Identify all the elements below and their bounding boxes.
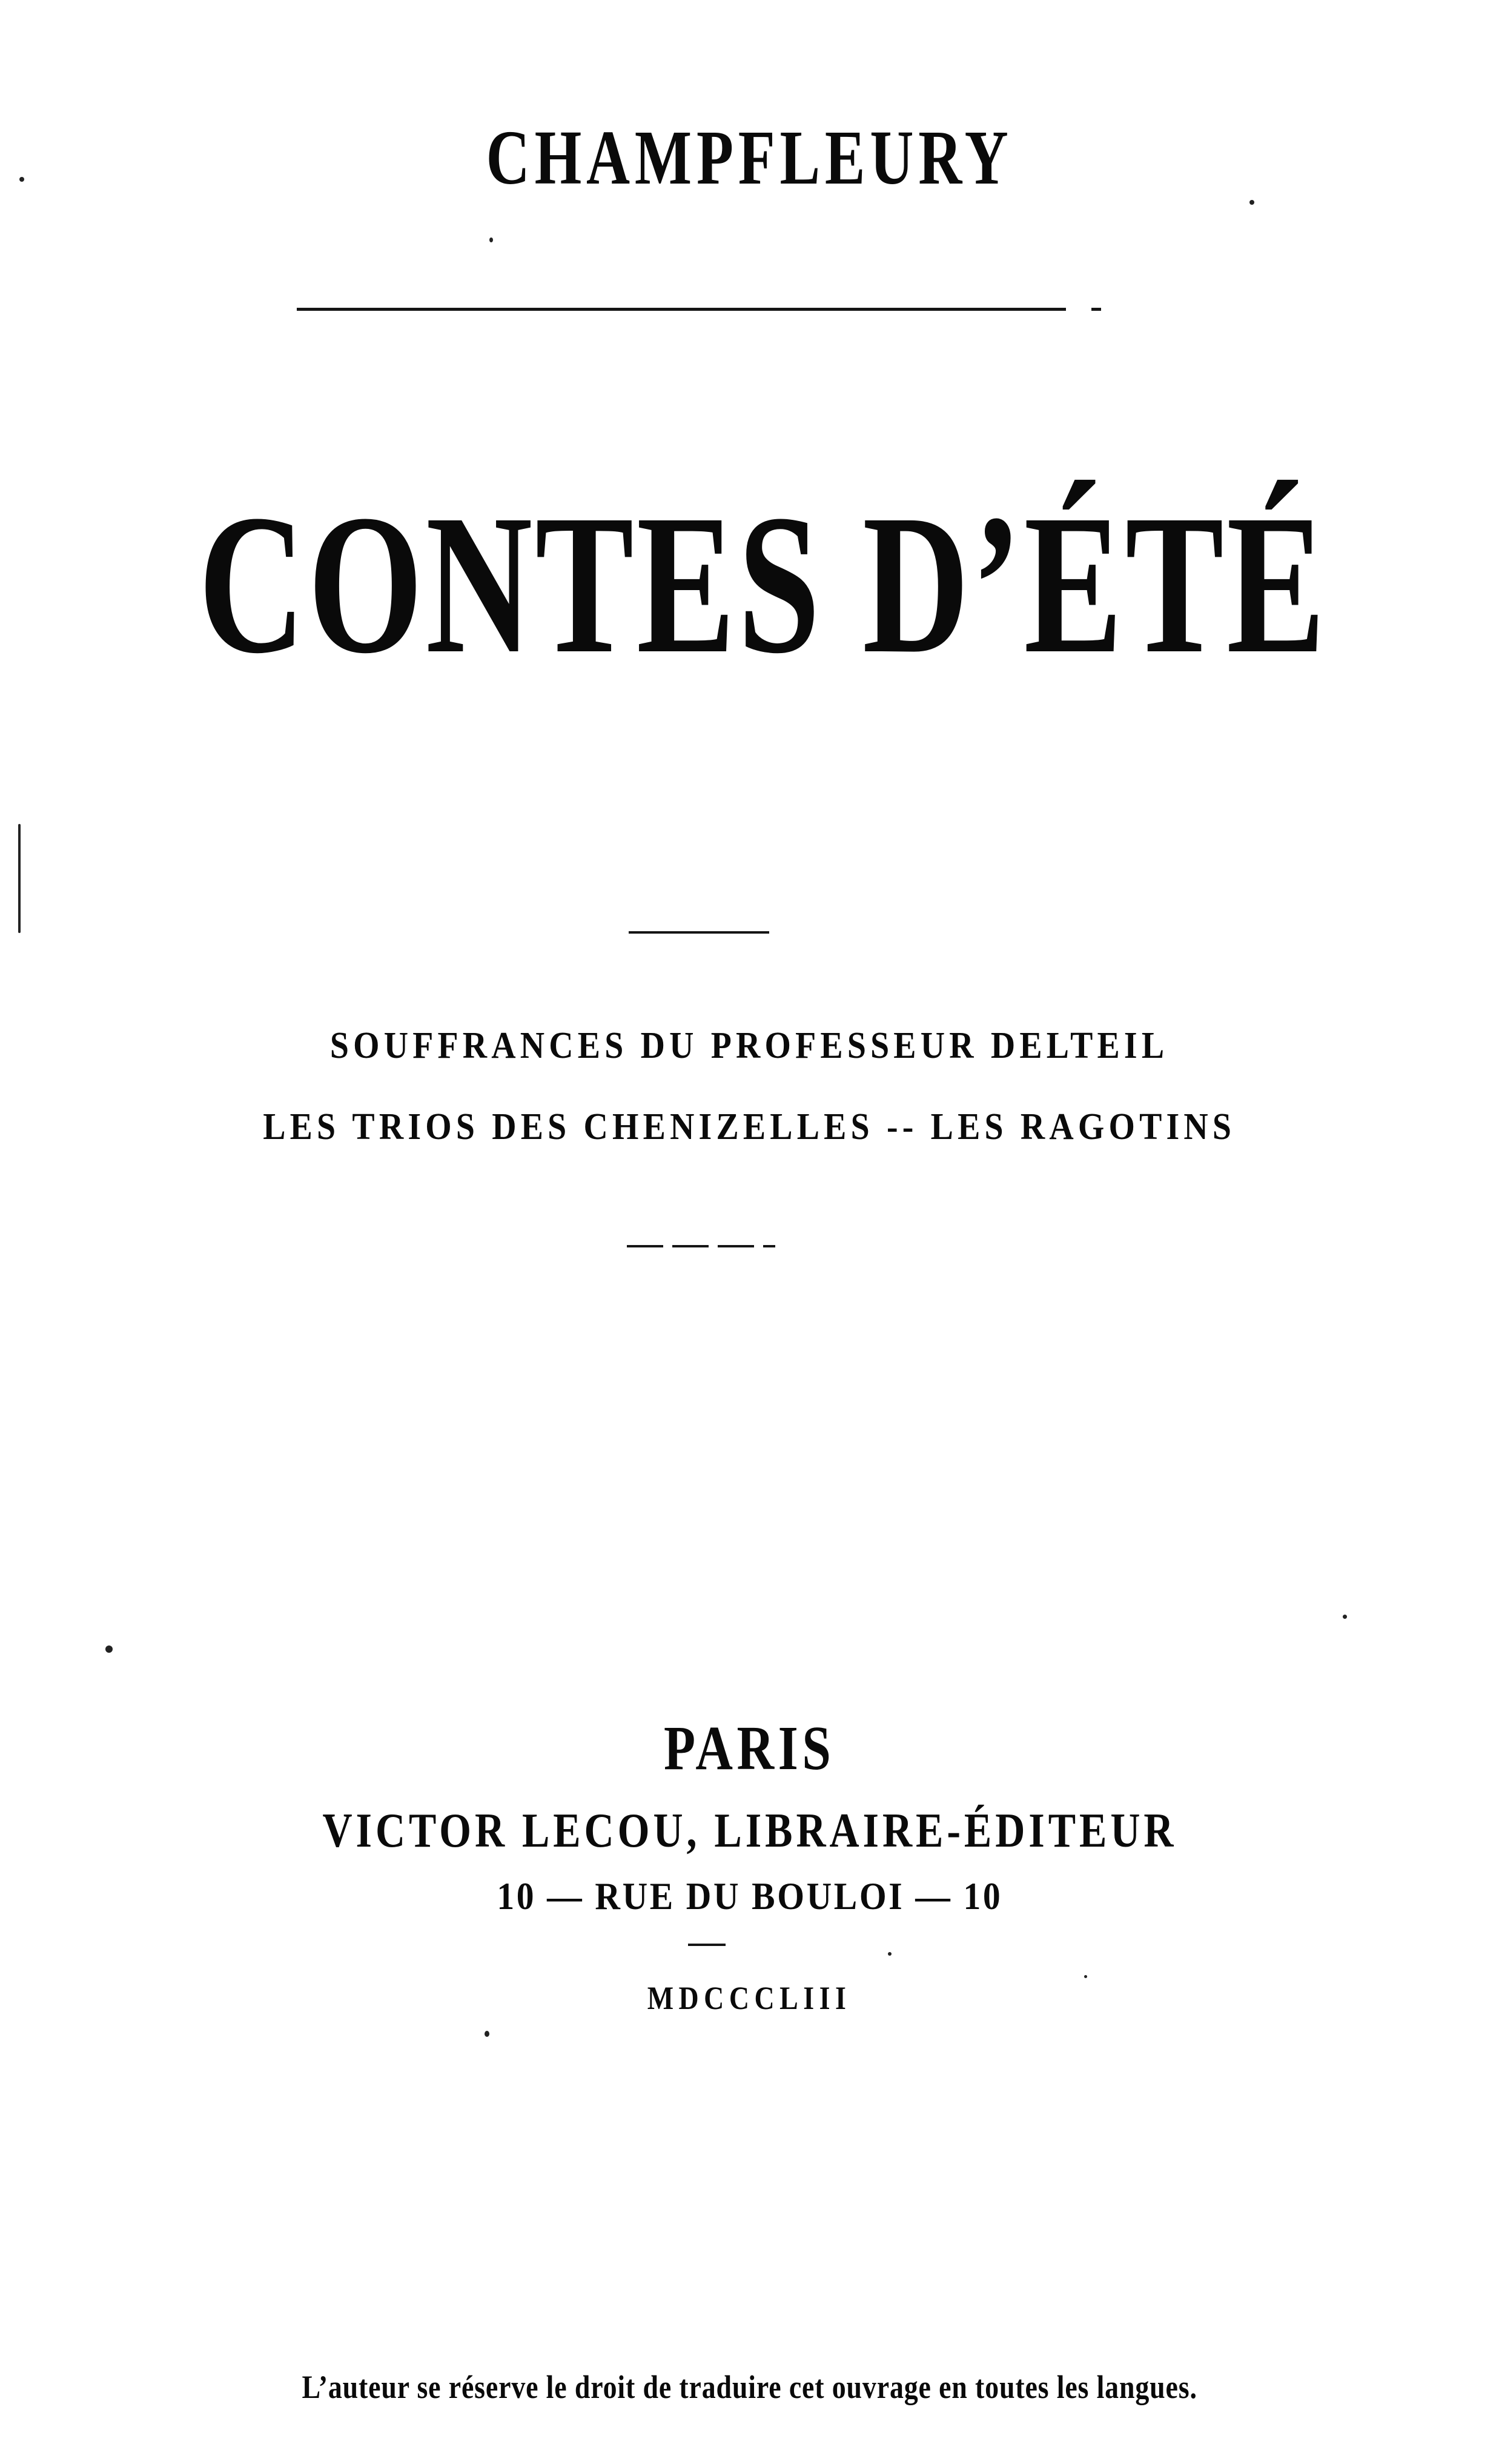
imprint-city-text: PARIS (664, 1713, 835, 1783)
print-speck (489, 237, 493, 242)
imprint-year (0, 1974, 1499, 2022)
print-speck (485, 2031, 489, 2037)
imprint-year-text: MDCCCLIII (647, 1980, 852, 2016)
top-divider (297, 308, 1066, 311)
imprint-publisher (0, 1801, 1499, 1861)
imprint-city (0, 1712, 1499, 1785)
contents-line-2-text: LES TRIOS DES CHENIZELLES -- LES RAGOTINS (263, 1106, 1236, 1147)
book-title-text: CONTES D’ÉTÉ (198, 474, 1328, 695)
top-divider-tail (1091, 308, 1101, 311)
imprint-publisher-text: VICTOR LECOU, LIBRAIRE-ÉDITEUR (322, 1804, 1177, 1858)
book-title (0, 474, 1499, 695)
contents-line-1 (0, 1021, 1499, 1070)
contents-divider (627, 1245, 775, 1247)
rights-notice (0, 2363, 1499, 2411)
imprint-divider (688, 1944, 726, 1946)
print-speck (1084, 1975, 1087, 1978)
imprint-address-text: 10 — RUE DU BOULOI — 10 (497, 1875, 1002, 1918)
title-divider (629, 931, 769, 934)
rights-notice-text: L’auteur se réserve le droit de traduire cet ouvrage en toutes les langues. (302, 2369, 1197, 2405)
author-name-text: CHAMPFLEURY (486, 115, 1013, 201)
imprint-address (0, 1869, 1499, 1924)
author-name (0, 115, 1499, 200)
contents-line-2 (0, 1103, 1499, 1151)
print-speck (19, 177, 24, 182)
print-speck (1343, 1615, 1347, 1619)
print-speck (1249, 200, 1254, 205)
print-speck (18, 824, 21, 933)
print-speck (105, 1645, 113, 1653)
print-speck (888, 1952, 892, 1956)
contents-line-1-text: SOUFFRANCES DU PROFESSEUR DELTEIL (330, 1025, 1169, 1066)
